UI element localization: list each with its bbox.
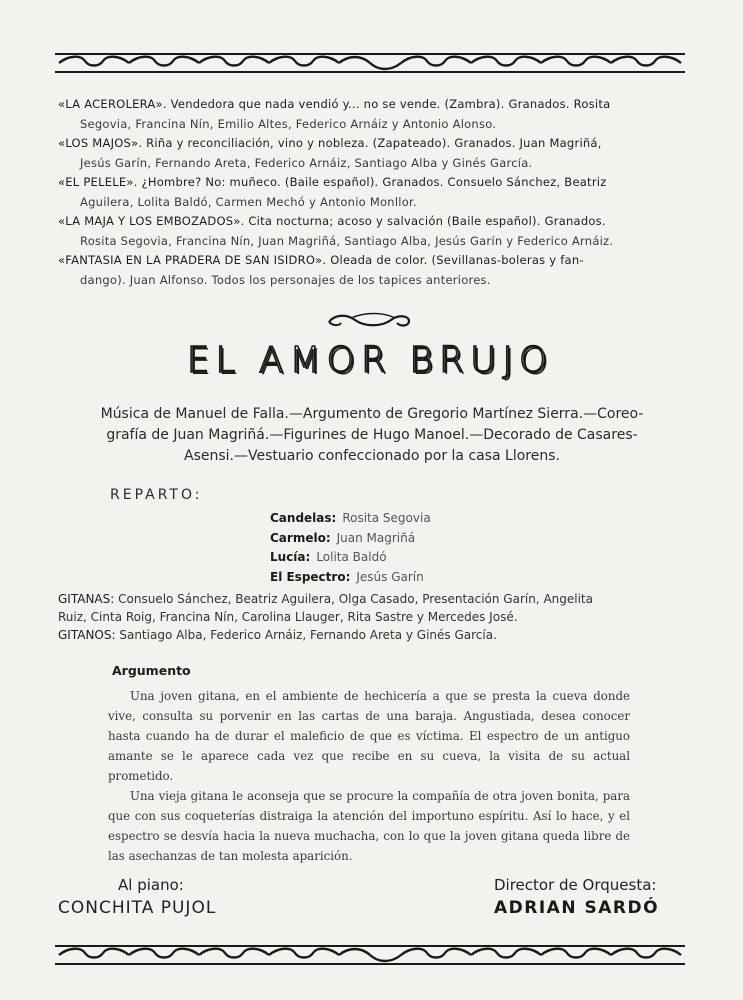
credits-line: grafía de Juan Magriñá.—Figurines de Hugo Manoel.—Decorado de Casares- bbox=[106, 427, 638, 443]
program-entry bbox=[58, 212, 688, 251]
cast-row bbox=[270, 548, 431, 568]
gitanas-line-2: Ruiz, Cinta Roig, Francina Nín, Carolina Llauger, Rita Sastre y Mercedes José. bbox=[58, 610, 518, 624]
argument-heading: Argumento bbox=[112, 663, 191, 678]
entry-heading: «FANTASIA EN LA PRADERA DE SAN ISIDRO». Oleada de color. (Sevillanas-boleras y fan- bbox=[58, 253, 584, 267]
entry-continuation: Rosita Segovia, Francina Nín, Juan Magriñá, Santiago Alba, Jesús Garín y Federico Arnáiz. bbox=[80, 233, 614, 248]
cast-actor: Rosita Segovia bbox=[342, 511, 431, 525]
cast-actor: Juan Magriñá bbox=[336, 530, 416, 545]
entry-heading: «LOS MAJOS». Riña y reconciliación, vino y nobleza. (Zapateado). Granados. Juan Magriñá, bbox=[58, 136, 602, 150]
troupe-block bbox=[58, 590, 688, 644]
entry-continuation: Aguilera, Lolita Baldó, Carmen Mechó y Antonio Monllor. bbox=[80, 194, 417, 209]
program-entries bbox=[58, 95, 688, 290]
entry-heading: «EL PELELE». ¿Hombre? No: muñeco. (Baile español). Granados. Consuelo Sánchez, Beatriz bbox=[58, 175, 607, 189]
cast-actor: Lolita Baldó bbox=[316, 550, 387, 564]
cast-role: El Espectro: bbox=[270, 569, 351, 584]
credits-line: Asensi.—Vestuario confeccionado por la casa Llorens. bbox=[184, 448, 560, 464]
argument-paragraph: Una joven gitana, en el ambiente de hechicería a que se presta la cueva donde vive, consulta su porvenir en las cartas de una baraja. Angustiada, desea conocer hasta cuando ha de durar el maleficio de que es víctima. El espectro de un antiguo amante se le aparece cada vez que recibe en su cueva, la visita de su actual prometido. bbox=[108, 689, 630, 783]
argument-text bbox=[108, 686, 630, 866]
program-entry bbox=[58, 251, 688, 290]
director-label: Director de Orquesta: bbox=[494, 876, 657, 894]
entry-continuation: dango). Juan Alfonso. Todos los personajes de los tapices anteriores. bbox=[80, 272, 491, 287]
bottom-ornamental-border bbox=[55, 944, 685, 966]
cast-row bbox=[270, 568, 431, 588]
credits-line: Música de Manuel de Falla.—Argumento de Gregorio Martínez Sierra.—Coreo- bbox=[100, 406, 644, 422]
entry-continuation: Segovia, Francina Nín, Emilio Altes, Federico Arnáiz y Antonio Alonso. bbox=[80, 116, 497, 131]
reparto-heading: REPARTO: bbox=[110, 487, 203, 503]
cast-row bbox=[270, 529, 431, 549]
gitanas-line bbox=[58, 590, 688, 608]
gitanas-label: GITANAS: bbox=[58, 592, 115, 606]
pianist-name: CONCHITA PUJOL bbox=[58, 898, 217, 918]
flourish-divider bbox=[325, 308, 413, 332]
credits-block bbox=[58, 404, 686, 467]
gitanas-names: Consuelo Sánchez, Beatriz Aguilera, Olga Casado, Presentación Garín, Angelita bbox=[118, 592, 593, 606]
entry-heading: «LA MAJA Y LOS EMBOZADOS». Cita nocturna; acoso y salvación (Baile español). Granados. bbox=[58, 214, 606, 228]
entry-continuation: Jesús Garín, Fernando Areta, Federico Arnáiz, Santiago Alba y Ginés García. bbox=[80, 155, 533, 170]
cast-actor: Jesús Garín bbox=[356, 569, 424, 584]
cast-list bbox=[270, 509, 431, 587]
program-entry bbox=[58, 134, 688, 173]
argument-paragraph: Una vieja gitana le aconseja que se procure la compañía de otra joven bonita, para que con sus coqueterías distraiga la atención del importuno espíritu. Así lo hace, y el espectro se desvía hacia la nueva muchacha, con lo que la joven gitana queda libre de las asechanzas de tan molesta aparición. bbox=[108, 789, 630, 863]
cast-role: Candelas: bbox=[270, 511, 337, 525]
gitanos-label: GITANOS: bbox=[58, 628, 116, 642]
gitanos-line bbox=[58, 626, 688, 644]
program-entry bbox=[58, 173, 688, 212]
cast-role: Carmelo: bbox=[270, 530, 331, 545]
director-name: ADRIAN SARDÓ bbox=[494, 898, 660, 918]
cast-role: Lucía: bbox=[270, 550, 311, 564]
entry-heading: «LA ACEROLERA». Vendedora que nada vendió y... no se vende. (Zambra). Granados. Rosita bbox=[58, 97, 611, 111]
program-entry bbox=[58, 95, 688, 134]
cast-row bbox=[270, 509, 431, 529]
gitanos-names: Santiago Alba, Federico Arnáiz, Fernando Areta y Ginés García. bbox=[119, 628, 497, 642]
top-ornamental-border bbox=[55, 52, 685, 74]
piano-label: Al piano: bbox=[118, 876, 184, 894]
page-title: EL AMOR BRUJO bbox=[186, 340, 554, 381]
